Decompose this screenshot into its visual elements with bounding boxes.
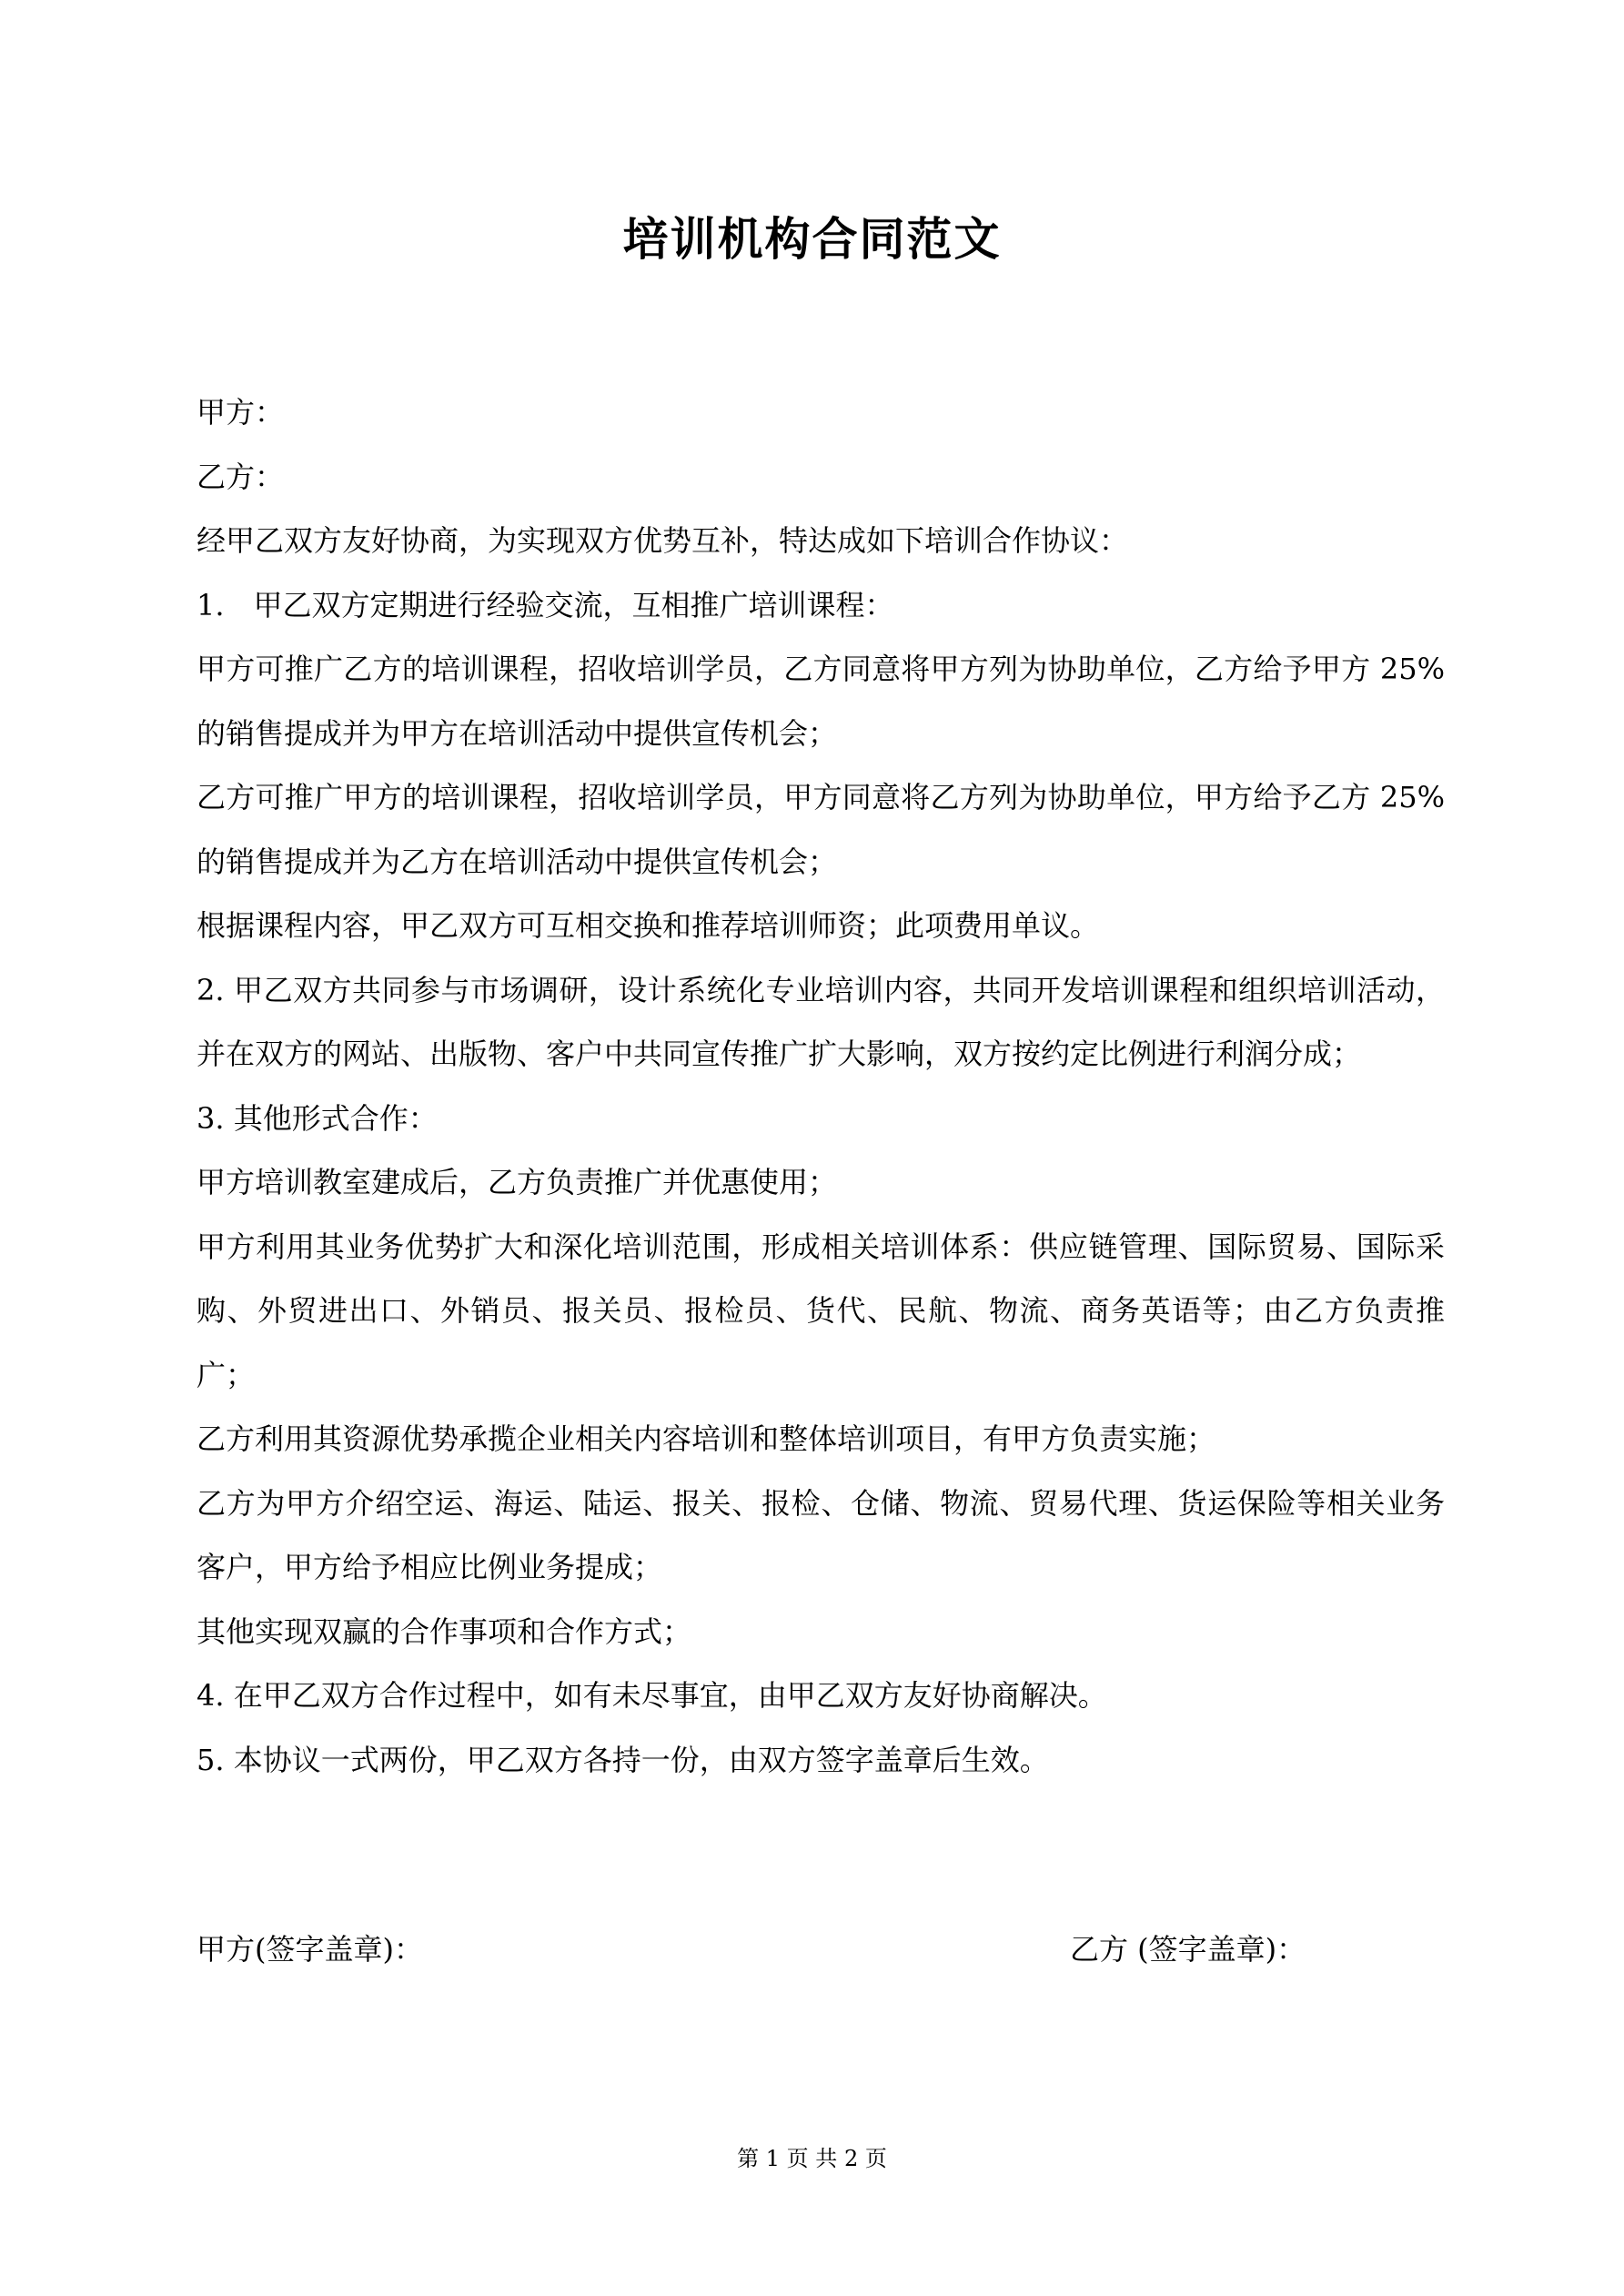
- signature-row: [197, 1927, 1445, 1972]
- clause-1-heading: 1. 甲乙双方定期进行经验交流，互相推广培训课程：: [197, 587, 894, 622]
- clause-3-item-b: 甲方利用其业务优势扩大和深化培训范围，形成相关培训体系：供应链管理、国际贸易、国际采购、外贸进出口、外销员、报关员、报检员、货代、民航、物流、商务英语等；由乙方负责推广；: [197, 1229, 1445, 1392]
- clause-3-heading: 3. 其他形式合作：: [197, 1100, 438, 1136]
- clause-4: 4. 在甲乙双方合作过程中，如有未尽事宜，由甲乙双方友好协商解决。: [197, 1678, 1107, 1713]
- party-b-signature: 乙方 (签字盖章)：: [1070, 1932, 1306, 1967]
- clause-3-item-d: 乙方为甲方介绍空运、海运、陆运、报关、报检、仓储、物流、贸易代理、货运保险等相关业务客户，甲方给予相应比例业务提成；: [197, 1485, 1445, 1584]
- clause-3-item-e: 其他实现双赢的合作事项和合作方式；: [197, 1613, 692, 1649]
- clause-3-item-a: 甲方培训教室建成后，乙方负责推广并优惠使用；: [197, 1165, 838, 1199]
- party-a-signature: 甲方(签字盖章)：: [197, 1932, 423, 1967]
- party-b-line: 乙方：: [197, 459, 285, 494]
- party-a-line: 甲方：: [197, 395, 285, 430]
- clause-5: 5. 本协议一式两份，甲乙双方各持一份，由双方签字盖章后生效。: [197, 1742, 1049, 1777]
- intro-paragraph: 经甲乙双方友好协商，为实现双方优势互补，特达成如下培训合作协议：: [197, 523, 1129, 558]
- document-title: 培训机构合同范文: [622, 212, 1002, 266]
- clause-1-item-c: 根据课程内容，甲乙双方可互相交换和推荐培训师资；此项费用单议。: [197, 908, 1100, 943]
- clause-3-item-c: 乙方利用其资源优势承揽企业相关内容培训和整体培训项目，有甲方负责实施；: [197, 1421, 1216, 1456]
- clause-2: 2. 甲乙双方共同参与市场调研，设计系统化专业培训内容，共同开发培训课程和组织培训活动，并在双方的网站、出版物、客户中共同宣传推广扩大影响，双方按约定比例进行利润分成；: [197, 972, 1445, 1071]
- clause-1-item-a: 甲方可推广乙方的培训课程，招收培训学员，乙方同意将甲方列为协助单位，乙方给予甲方 25%的销售提成并为甲方在培训活动中提供宣传机会；: [197, 652, 1445, 751]
- document-body: [197, 380, 1445, 1792]
- page-footer: 第 1 页 共 2 页: [737, 2146, 887, 2171]
- clause-1-item-b: 乙方可推广甲方的培训课程，招收培训学员，甲方同意将乙方列为协助单位，甲方给予乙方 25%的销售提成并为乙方在培训活动中提供宣传机会；: [197, 780, 1445, 879]
